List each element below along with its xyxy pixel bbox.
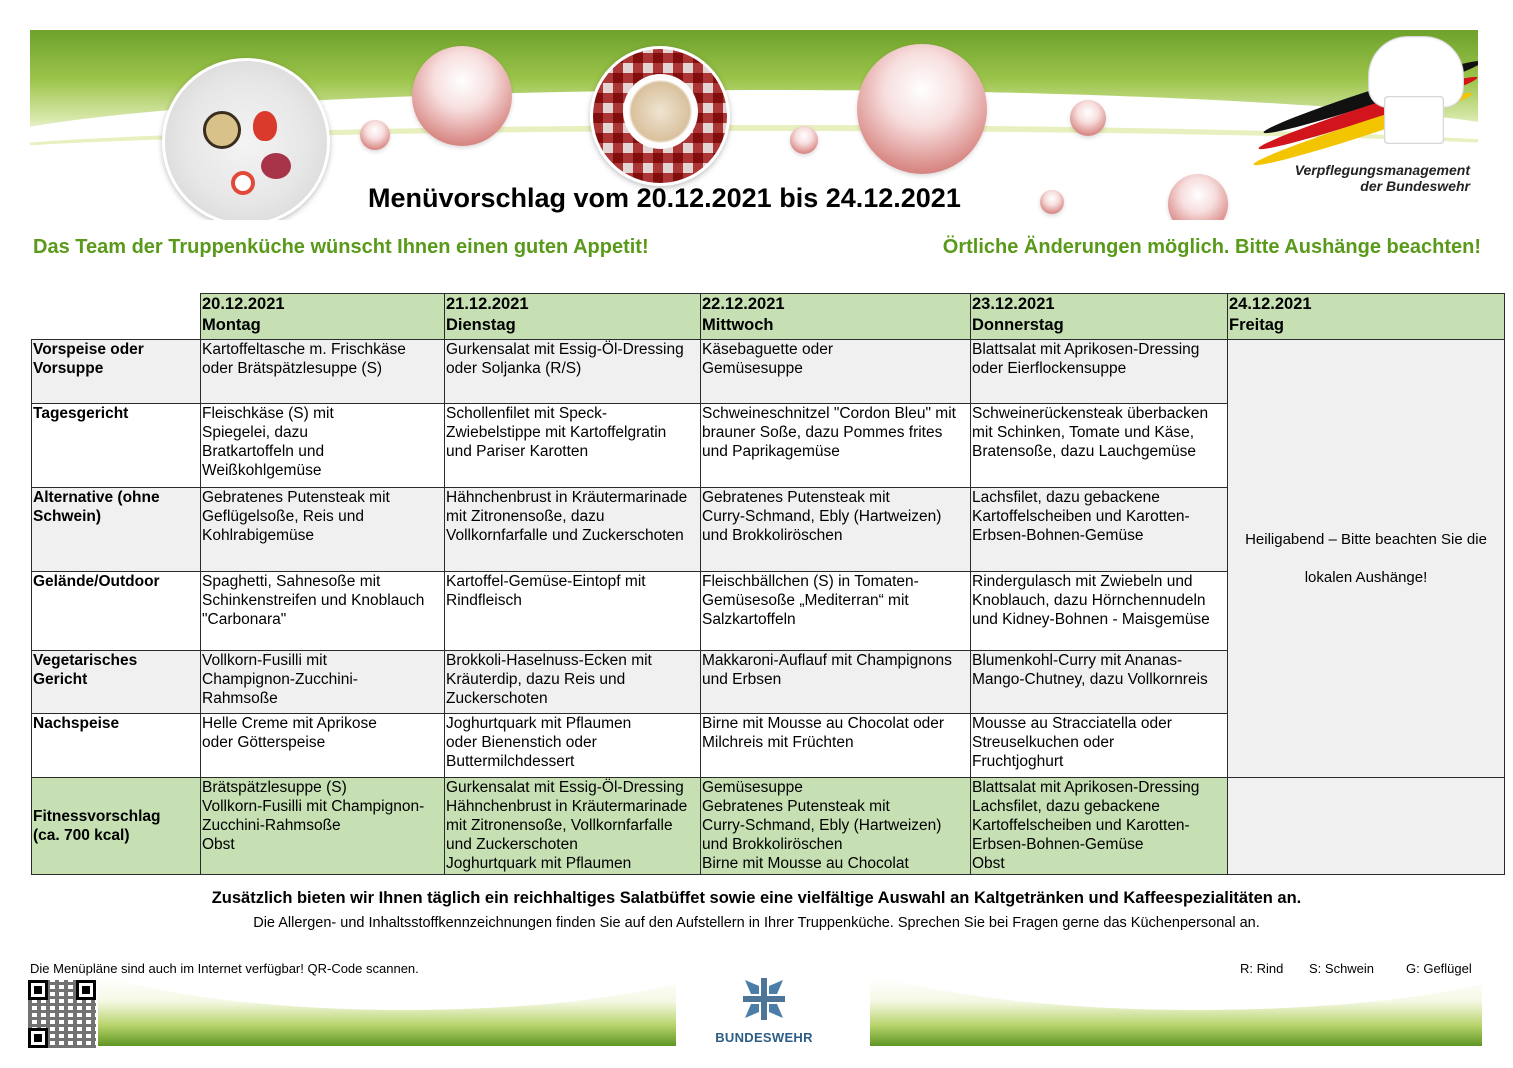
menu-cell: Gebratenes Putensteak mit Geflügelsoße, Reis und Kohlrabigemüse <box>201 488 445 572</box>
menu-table <box>31 293 1505 875</box>
menu-cell: Birne mit Mousse au Chocolat oder Milchreis mit Früchten <box>701 714 971 778</box>
decorative-bubble <box>1070 100 1106 136</box>
friday-fitness-cell <box>1228 778 1505 875</box>
decorative-bubble <box>412 46 512 146</box>
row-label: Tagesgericht <box>32 404 201 488</box>
day-header-wednesday: 22.12.2021 Mittwoch <box>701 294 971 340</box>
menu-cell: Brokkoli-Haselnuss-Ecken mit Kräuterdip, dazu Reis und Zuckerschoten <box>445 651 701 714</box>
menu-cell: Gurkensalat mit Essig-Öl-Dressing Hähnchenbrust in Kräutermarinade mit Zitronensoße, Vollkornfarfalle und Zuckerschoten Joghurtquark mit Pflaumen <box>445 778 701 875</box>
food-plate-photo <box>162 58 330 220</box>
legend-schwein: S: Schwein <box>1309 961 1375 976</box>
menu-cell: Kartoffel-Gemüse-Eintopf mit Rindfleisch <box>445 572 701 651</box>
menu-cell: Vollkorn-Fusilli mit Champignon-Zucchini- Rahmsoße <box>201 651 445 714</box>
menu-cell: Fleischkäse (S) mit Spiegelei, dazu Bratkartoffeln und Weißkohlgemüse <box>201 404 445 488</box>
qr-code-note: Die Menüpläne sind auch im Internet verfügbar! QR-Code scannen. <box>30 961 419 976</box>
day-header-monday: 20.12.2021 Montag <box>201 294 445 340</box>
brand-name-line1: Verpflegungsmanagement <box>1294 162 1470 178</box>
table-row-vorspeise <box>32 340 1505 404</box>
menu-cell: Gurkensalat mit Essig-Öl-Dressing oder Soljanka (R/S) <box>445 340 701 404</box>
decorative-bubble <box>857 44 987 174</box>
menu-cell: Rindergulasch mit Zwiebeln und Knoblauch, dazu Hörnchennudeln und Kidney-Bohnen - Maisgemüse <box>971 572 1228 651</box>
menu-cell: Makkaroni-Auflauf mit Champignons und Erbsen <box>701 651 971 714</box>
legend-rind: R: Rind <box>1240 961 1284 976</box>
decorative-bubble <box>790 126 818 154</box>
menu-cell: Schweineschnitzel "Cordon Bleu" mit brauner Soße, dazu Pommes frites und Paprikagemüse <box>701 404 971 488</box>
footer-band-right <box>870 978 1482 1046</box>
menu-cell: Mousse au Stracciatella oder Streuselkuchen oder Fruchtjoghurt <box>971 714 1228 778</box>
slogan-changes: Örtliche Änderungen möglich. Bitte Aushänge beachten! <box>942 236 1481 258</box>
menu-cell: Schweinerückensteak überbacken mit Schinken, Tomate und Käse, Bratensoße, dazu Lauchgemüse <box>971 404 1228 488</box>
row-label: Vorspeise oder Vorsuppe <box>32 340 201 404</box>
menu-cell: Spaghetti, Sahnesoße mit Schinkenstreifen und Knoblauch "Carbonara" <box>201 572 445 651</box>
menu-cell: Blattsalat mit Aprikosen-Dressing Lachsfilet, dazu gebackene Kartoffelscheiben und Karotten- Erbsen-Bohnen-Gemüse Obst <box>971 778 1228 875</box>
menu-cell: Brätspätzlesuppe (S) Vollkorn-Fusilli mit Champignon- Zucchini-Rahmsoße Obst <box>201 778 445 875</box>
day-header-tuesday: 21.12.2021 Dienstag <box>445 294 701 340</box>
menu-cell: Käsebaguette oder Gemüsesuppe <box>701 340 971 404</box>
row-label: Nachspeise <box>32 714 201 778</box>
day-header-thursday: 23.12.2021 Donnerstag <box>971 294 1228 340</box>
bundeswehr-logo <box>714 972 814 1052</box>
table-row-fitness <box>32 778 1505 875</box>
verpflegungsmanagement-logo <box>1258 30 1478 205</box>
menu-cell: Kartoffeltasche m. Frischkäse oder Brätspätzlesuppe (S) <box>201 340 445 404</box>
day-header-friday: 24.12.2021 Freitag <box>1228 294 1505 340</box>
slogan-appetit: Das Team der Truppenküche wünscht Ihnen einen guten Appetit! <box>33 236 649 258</box>
bundeswehr-wordmark: BUNDESWEHR <box>715 1030 813 1045</box>
friday-holiday-note: Heiligabend – Bitte beachten Sie die lokalen Aushänge! <box>1228 340 1505 778</box>
decorative-bubble <box>360 120 390 150</box>
row-label: Gelände/Outdoor <box>32 572 201 651</box>
qr-code[interactable] <box>28 980 96 1048</box>
menu-cell: Schollenfilet mit Speck- Zwiebelstippe mit Kartoffelgratin und Pariser Karotten <box>445 404 701 488</box>
menu-cell: Blumenkohl-Curry mit Ananas- Mango-Chutney, dazu Vollkornreis <box>971 651 1228 714</box>
row-label: Vegetarisches Gericht <box>32 651 201 714</box>
menu-cell: Fleischbällchen (S) in Tomaten- Gemüsesoße „Mediterran“ mit Salzkartoffeln <box>701 572 971 651</box>
salad-buffet-note: Zusätzlich bieten wir Ihnen täglich ein reichhaltiges Salatbüffet sowie eine vielfältige Auswahl an Kaltgetränken und Kaffeespezialitäten an. <box>211 889 1302 907</box>
table-corner <box>32 294 201 340</box>
iron-cross-icon <box>741 976 787 1022</box>
footer-band-left <box>98 978 676 1046</box>
legend-gefluegel: G: Geflügel <box>1406 961 1472 976</box>
row-label: Fitnessvorschlag (ca. 700 kcal) <box>32 778 201 875</box>
decorative-bubble <box>1040 190 1064 214</box>
menu-cell: Gemüsesuppe Gebratenes Putensteak mit Curry-Schmand, Ebly (Hartweizen) und Brokkoliröschen Birne mit Mousse au Chocolat <box>701 778 971 875</box>
coffee-cup-photo <box>590 46 730 186</box>
menu-cell: Joghurtquark mit Pflaumen oder Bienenstich oder Buttermilchdessert <box>445 714 701 778</box>
allergen-note: Die Allergen- und Inhaltsstoffkennzeichnungen finden Sie auf den Aufstellern in Ihrer Truppenküche. Sprechen Sie bei Fragen gerne das Küchenpersonal an. <box>253 915 1260 931</box>
menu-cell: Helle Creme mit Aprikose oder Götterspeise <box>201 714 445 778</box>
menu-cell: Blattsalat mit Aprikosen-Dressing oder Eierflockensuppe <box>971 340 1228 404</box>
page-title: Menüvorschlag vom 20.12.2021 bis 24.12.2021 <box>368 183 961 213</box>
menu-cell: Lachsfilet, dazu gebackene Kartoffelscheiben und Karotten- Erbsen-Bohnen-Gemüse <box>971 488 1228 572</box>
table-header-row <box>32 294 1505 340</box>
row-label: Alternative (ohne Schwein) <box>32 488 201 572</box>
menu-cell: Hähnchenbrust in Kräutermarinade mit Zitronensoße, dazu Vollkornfarfalle und Zuckerschoten <box>445 488 701 572</box>
brand-name-line2: der Bundeswehr <box>1360 178 1470 194</box>
menu-cell: Gebratenes Putensteak mit Curry-Schmand, Ebly (Hartweizen) und Brokkoliröschen <box>701 488 971 572</box>
